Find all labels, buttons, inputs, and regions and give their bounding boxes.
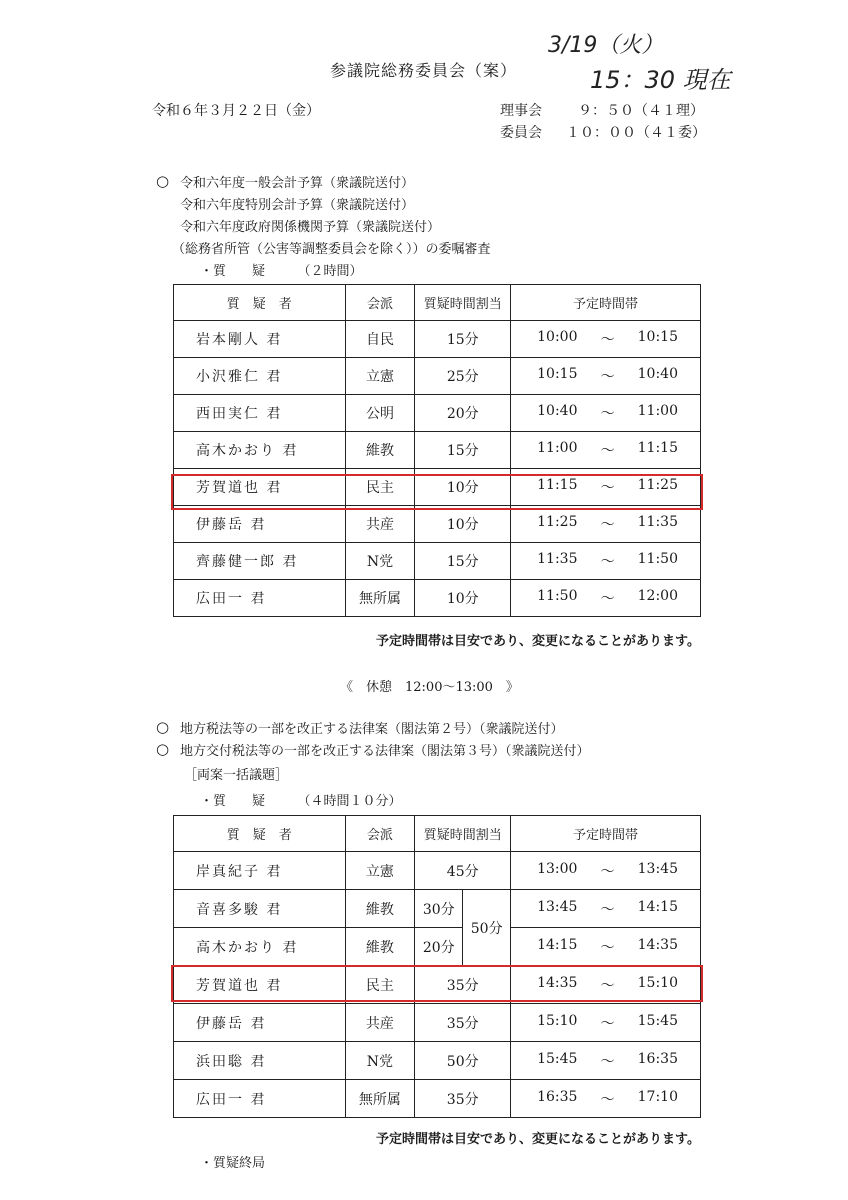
- slot-start: 11:35: [537, 551, 578, 567]
- riji-time: ９：５０（４１理）: [578, 103, 704, 119]
- questioner-name: 広田一 君: [174, 1080, 346, 1118]
- highlight-box-1: [171, 474, 703, 510]
- slot-start: 16:35: [537, 1088, 578, 1105]
- recess-notice: 《 休憩 12:00〜13:00 》: [340, 680, 519, 695]
- time-slot: [511, 432, 701, 469]
- party: 維教: [345, 432, 415, 469]
- questioner-name: 伊藤岳 君: [174, 1004, 346, 1042]
- allocated-time: 35分: [415, 1004, 511, 1042]
- time-slot: [511, 395, 701, 432]
- party: 無所属: [345, 580, 415, 617]
- table-row: [174, 432, 701, 469]
- party: 維教: [345, 890, 415, 928]
- party: 民主: [345, 966, 415, 1004]
- questioner-name: 齊藤健一郎 君: [174, 543, 346, 580]
- questioner-name: 岩本剛人 君: [174, 321, 346, 358]
- party: N党: [345, 543, 415, 580]
- allocated-time: 20分: [415, 395, 511, 432]
- slot-sep: 〜: [600, 1015, 615, 1032]
- time-slot: [511, 321, 701, 358]
- slot-sep: 〜: [600, 554, 615, 570]
- table-row: [174, 890, 701, 928]
- slot-start: 10:15: [537, 366, 578, 382]
- page-title: 参議院総務委員会（案）: [330, 61, 518, 80]
- questioner-name: 芳賀道也 君: [174, 966, 346, 1004]
- time-slot: [511, 543, 701, 580]
- table-row: [174, 543, 701, 580]
- allocated-time: 15分: [415, 543, 511, 580]
- party: 共産: [345, 506, 415, 543]
- allocated-time: 45分: [415, 852, 511, 890]
- questioner-name: 広田一 君: [174, 580, 346, 617]
- allocated-time: 10分: [415, 506, 511, 543]
- slot-end: 13:45: [637, 860, 678, 877]
- table-row: [174, 1080, 701, 1118]
- questioner-name: 音喜多駿 君: [174, 890, 346, 928]
- slot-start: 11:50: [537, 588, 578, 604]
- header-alloc: 質疑時間割当: [415, 816, 511, 852]
- header-name: 質 疑 者: [174, 285, 346, 321]
- section1-line-4: （総務省所管（公害等調整委員会を除く））の委嘱審査: [172, 242, 491, 257]
- section1-sub: ・質 疑 （２時間）: [200, 264, 363, 279]
- section1-line-3: 令和六年度政府関係機関予算（衆議院送付）: [180, 220, 441, 235]
- slot-sep: 〜: [600, 480, 615, 496]
- slot-end: 14:35: [637, 936, 678, 953]
- slot-start: 13:45: [537, 898, 578, 915]
- time-slot: [511, 928, 701, 966]
- party: 立憲: [345, 358, 415, 395]
- questioner-name: 西田実仁 君: [174, 395, 346, 432]
- slot-sep: 〜: [600, 517, 615, 533]
- time-slot: [511, 506, 701, 543]
- slot-end: 15:45: [637, 1012, 678, 1029]
- schedule-note-1: 予定時間帯は目安であり、変更になることがあります。: [376, 634, 700, 649]
- questioner-name: 高木かおり 君: [174, 928, 346, 966]
- section2-marker-2: ○: [156, 740, 170, 758]
- slot-end: 11:00: [637, 403, 678, 419]
- questioner-name: 伊藤岳 君: [174, 506, 346, 543]
- section1-line-2: 令和六年度特別会計予算（衆議院送付）: [180, 198, 415, 213]
- iin-label: 委員会: [500, 125, 542, 141]
- slot-sep: 〜: [600, 863, 615, 880]
- questioner-name: 芳賀道也 君: [174, 469, 346, 506]
- slot-sep: 〜: [600, 901, 615, 918]
- header-slot: 予定時間帯: [511, 816, 701, 852]
- slot-end: 11:50: [637, 551, 678, 567]
- table-row: [174, 852, 701, 890]
- party: 公明: [345, 395, 415, 432]
- slot-start: 15:45: [537, 1050, 578, 1067]
- time-slot: [511, 1080, 701, 1118]
- allocated-time: 10分: [415, 580, 511, 617]
- allocated-time: 15分: [415, 432, 511, 469]
- slot-end: 11:35: [637, 514, 678, 530]
- allocated-time: 50分: [415, 1042, 511, 1080]
- party: 民主: [345, 469, 415, 506]
- handwritten-date: 3/19（火）: [548, 33, 664, 58]
- allocated-time: 10分: [415, 469, 511, 506]
- combined-allocated-time: 50分: [463, 890, 511, 966]
- handwritten-time: 15：30 現在: [590, 66, 731, 94]
- slot-end: 10:40: [637, 366, 678, 382]
- time-slot: [511, 580, 701, 617]
- slot-end: 14:15: [637, 898, 678, 915]
- table-row: [174, 506, 701, 543]
- section2-sub: ・質 疑 （４時間１０分）: [200, 794, 402, 809]
- questioner-name: 高木かおり 君: [174, 432, 346, 469]
- slot-end: 16:35: [637, 1050, 678, 1067]
- slot-end: 12:00: [637, 588, 678, 604]
- slot-sep: 〜: [600, 406, 615, 422]
- slot-sep: 〜: [600, 369, 615, 385]
- table-header-row: [174, 285, 701, 321]
- time-slot: [511, 890, 701, 928]
- section1-marker: ○: [156, 172, 170, 190]
- iin-time: １０：００（４１委）: [566, 125, 706, 141]
- slot-end: 10:15: [637, 329, 678, 345]
- allocated-time: 25分: [415, 358, 511, 395]
- party: 無所属: [345, 1080, 415, 1118]
- header-slot: 予定時間帯: [511, 285, 701, 321]
- slot-sep: 〜: [600, 939, 615, 956]
- slot-sep: 〜: [600, 977, 615, 994]
- table-row: [174, 321, 701, 358]
- time-slot: [511, 852, 701, 890]
- table-row: [174, 580, 701, 617]
- table-row: [174, 1042, 701, 1080]
- slot-end: 11:25: [637, 477, 678, 493]
- slot-start: 14:35: [537, 974, 578, 991]
- allocated-time: 35分: [415, 1080, 511, 1118]
- section2-marker-1: ○: [156, 718, 170, 736]
- slot-start: 15:10: [537, 1012, 578, 1029]
- section1-line-1: 令和六年度一般会計予算（衆議院送付）: [180, 176, 415, 191]
- section2-line-2: 地方交付税法等の一部を改正する法律案（閣法第３号）（衆議院送付）: [180, 744, 590, 759]
- question-end: ・質疑終局: [200, 1156, 266, 1171]
- slot-sep: 〜: [600, 443, 615, 459]
- slot-end: 11:15: [637, 440, 678, 456]
- slot-start: 11:25: [537, 514, 578, 530]
- allocated-time: 30分: [415, 890, 463, 928]
- party: 自民: [345, 321, 415, 358]
- meeting-date: 令和６年３月２２日（金）: [152, 103, 320, 119]
- header-party: 会派: [345, 816, 415, 852]
- allocated-time: 15分: [415, 321, 511, 358]
- slot-sep: 〜: [600, 591, 615, 607]
- questioner-name: 岸真紀子 君: [174, 852, 346, 890]
- table-row: [174, 1004, 701, 1042]
- schedule-table-1: [173, 284, 701, 617]
- slot-start: 10:00: [537, 329, 578, 345]
- slot-end: 17:10: [637, 1088, 678, 1105]
- slot-sep: 〜: [600, 332, 615, 348]
- party: 維教: [345, 928, 415, 966]
- slot-start: 10:40: [537, 403, 578, 419]
- slot-start: 14:15: [537, 936, 578, 953]
- slot-start: 11:00: [537, 440, 578, 456]
- party: 立憲: [345, 852, 415, 890]
- slot-sep: 〜: [600, 1091, 615, 1108]
- table-row: [174, 928, 701, 966]
- section2-bracket: ［両案一括議題］: [184, 768, 289, 783]
- time-slot: [511, 1042, 701, 1080]
- slot-start: 11:15: [537, 477, 578, 493]
- section2-line-1: 地方税法等の一部を改正する法律案（閣法第２号）（衆議院送付）: [180, 722, 564, 737]
- header-alloc: 質疑時間割当: [415, 285, 511, 321]
- allocated-time: 35分: [415, 966, 511, 1004]
- table-row: [174, 358, 701, 395]
- slot-start: 13:00: [537, 860, 578, 877]
- riji-label: 理事会: [500, 103, 542, 119]
- header-name: 質 疑 者: [174, 816, 346, 852]
- schedule-note-2: 予定時間帯は目安であり、変更になることがあります。: [376, 1132, 700, 1147]
- header-party: 会派: [345, 285, 415, 321]
- questioner-name: 小沢雅仁 君: [174, 358, 346, 395]
- questioner-name: 浜田聡 君: [174, 1042, 346, 1080]
- time-slot: [511, 358, 701, 395]
- time-slot: [511, 1004, 701, 1042]
- highlight-box-2: [171, 965, 703, 1002]
- slot-sep: 〜: [600, 1053, 615, 1070]
- table-row: [174, 395, 701, 432]
- party: N党: [345, 1042, 415, 1080]
- allocated-time: 20分: [415, 928, 463, 966]
- table-header-row: [174, 816, 701, 852]
- slot-end: 15:10: [637, 974, 678, 991]
- party: 共産: [345, 1004, 415, 1042]
